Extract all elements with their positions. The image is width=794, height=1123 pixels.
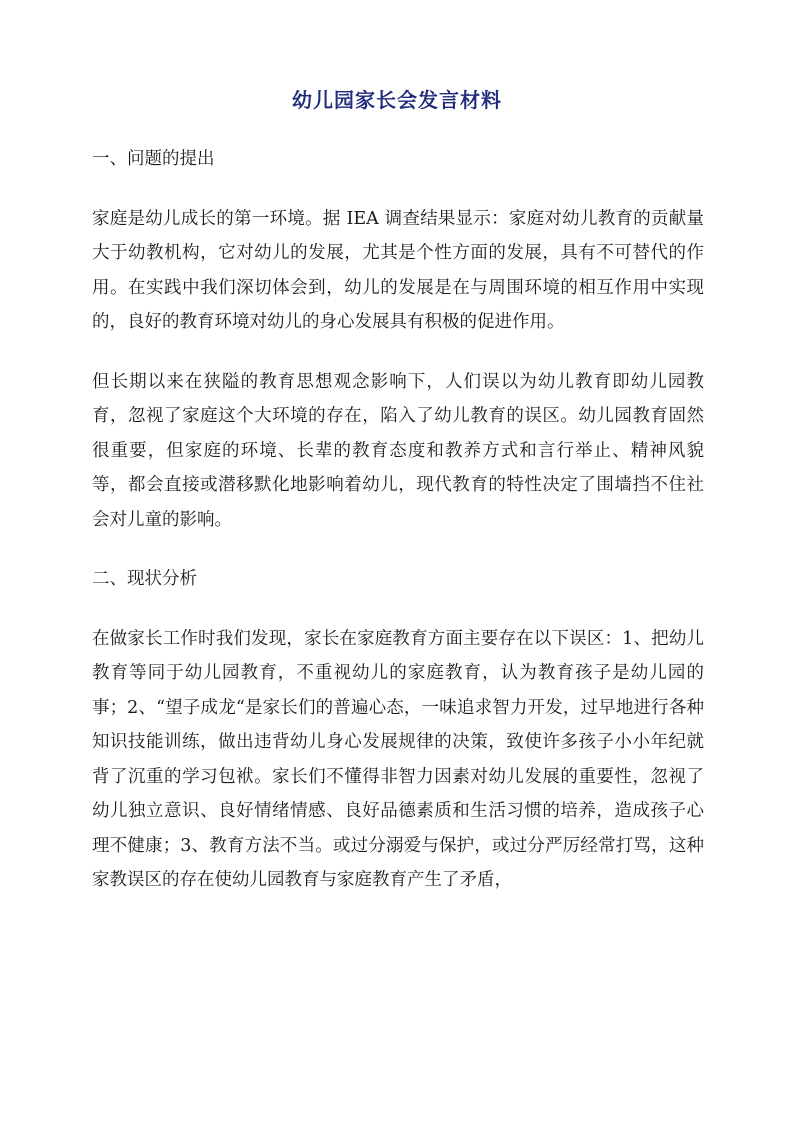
paragraph-2-1: 在做家长工作时我们发现，家长在家庭教育方面主要存在以下误区：1、把幼儿教育等同于幼儿园教育，不重视幼儿的家庭教育，认为教育孩子是幼儿园的事；2、“望子成龙“是家长们的普遍心态，一味追求智力开发，过早地进行各种知识技能训练，做出违背幼儿身心发展规律的决策，致使许多孩子小小年纪就背了沉重的学习包袱。家长们不懂得非智力因素对幼儿发展的重要性，忽视了幼儿独立意识、良好情绪情感、良好品德素质和生活习惯的培养，造成孩子心理不健康；3、教育方法不当。或过分溺爱与保护，或过分严厉经常打骂，这种家教误区的存在使幼儿园教育与家庭教育产生了矛盾， [92,628,704,890]
document-title: 幼儿园家长会发言材料 [292,88,502,112]
section-heading-2: 二、现状分析 [92,569,197,589]
paragraph-1-1: 家庭是幼儿成长的第一环境。据 IEA 调查结果显示：家庭对幼儿教育的贡献量大于幼教机构，它对幼儿的发展，尤其是个性方面的发展，具有不可替代的作用。在实践中我们深切体会到，幼儿的发展是在与周围环境的相互作用中实现的，良好的教育环境对幼儿的身心发展具有积极的促进作用。 [92,208,704,332]
section-heading-1: 一、问题的提出 [92,149,215,169]
paragraph-1-2: 但长期以来在狭隘的教育思想观念影响下，人们误以为幼儿教育即幼儿园教育，忽视了家庭这个大环境的存在，陷入了幼儿教育的误区。幼儿园教育固然很重要，但家庭的环境、长辈的教育态度和教养方式和言行举止、精神风貌等，都会直接或潜移默化地影响着幼儿，现代教育的特性决定了围墙挡不住社会对儿童的影响。 [92,371,704,530]
document-body [92,142,704,923]
